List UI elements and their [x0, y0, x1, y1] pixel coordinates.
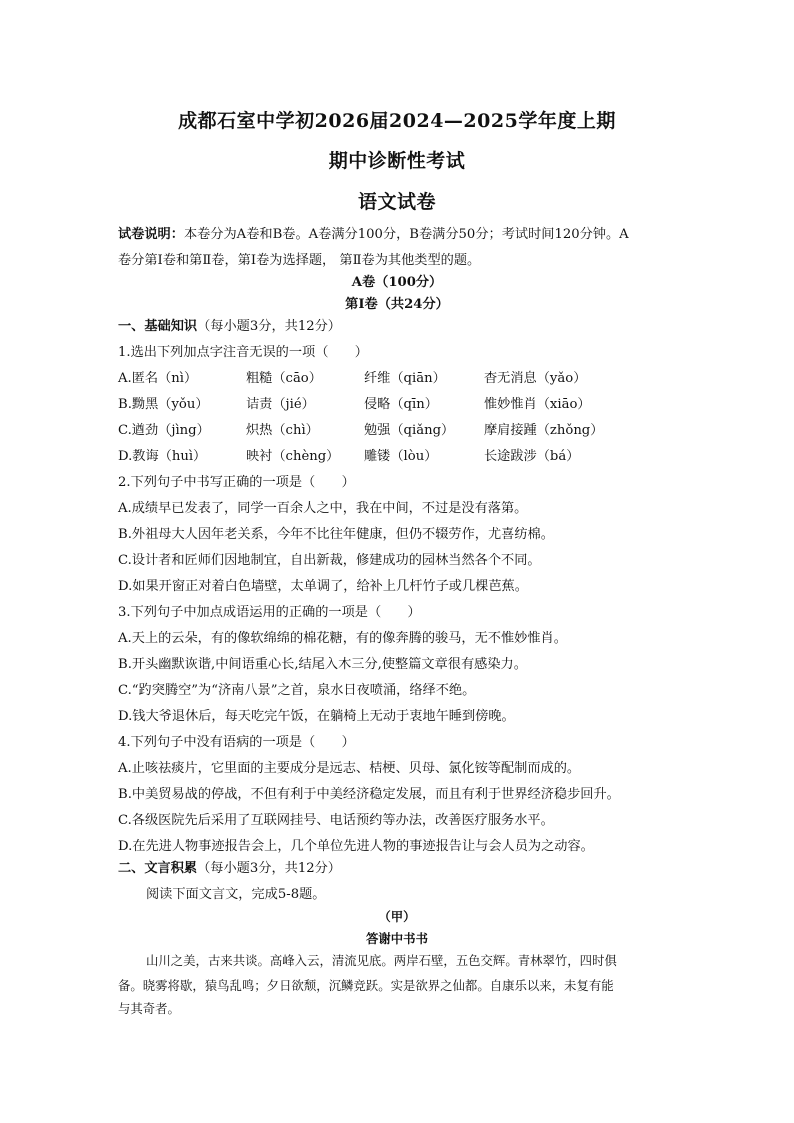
q1-d-2: 映衬（chèng） [246, 449, 340, 464]
exam-title: 成都石室中学初2026届2024—2025学年度上期 [178, 110, 616, 132]
q1-a-1: A.匿名（nì） [118, 371, 198, 386]
passage-label: （甲） [378, 909, 416, 924]
q3-option-d: D.钱大爷退休后，每天吃完午饭，在躺椅上无动于衷地午睡到傍晚。 [118, 709, 515, 724]
question-2-stem: 2.下列句子中书写正确的一项是（ ） [118, 475, 355, 490]
q4-option-b: B.中美贸易战的停战，不但有利于中美经济稳定发展，而且有利于世界经济稳步回升。 [118, 787, 620, 802]
part-two-intro: 阅读下面文言文，完成5-8题。 [146, 887, 326, 902]
q4-option-a: A.止咳祛痰片，它里面的主要成分是远志、桔梗、贝母、氯化铵等配制而成的。 [118, 761, 581, 776]
q1-c-1: C.遒劲（jìng） [118, 423, 210, 438]
q1-b-1: B.黝黑（yǒu） [118, 397, 209, 412]
q2-option-a: A.成绩早已发表了，同学一百余人之中，我在中间，不过是没有落第。 [118, 501, 528, 516]
section-a-title: A卷（100分） [351, 275, 443, 290]
q4-option-d: D.在先进人物事迹报告会上，几个单位先进人物的事迹报告让与会人员为之动容。 [118, 839, 594, 854]
q1-d-4: 长途跋涉（bá） [484, 449, 580, 464]
q1-c-2: 炽热（chì） [246, 423, 319, 438]
q1-d-3: 雕镂（lòu） [364, 449, 438, 464]
q1-c-3: 勉强（qiǎng） [364, 423, 455, 438]
q1-b-3: 侵略（qīn） [364, 397, 438, 412]
part-one-note: （每小题3分，共12分） [197, 319, 341, 334]
part-one-title: 第Ⅰ卷（共24分） [345, 297, 449, 312]
passage-line-2: 备。晓雾将歇，猿鸟乱鸣；夕日欲颓，沉鳞竞跃。实是欲界之仙都。自康乐以来，未复有能 [118, 978, 614, 993]
passage-line-1: 山川之美，古来共谈。高峰入云，清流见底。两岸石壁，五色交辉。青林翠竹，四时俱 [146, 953, 617, 968]
part-two-heading-text: 二、文言积累 [118, 861, 198, 876]
instructions-line-2: 卷分第Ⅰ卷和第Ⅱ卷，第Ⅰ卷为选择题， 第Ⅱ卷为其他类型的题。 [118, 253, 481, 268]
instructions-label: 试卷说明： [118, 227, 184, 242]
q1-b-2: 诘责（jié） [246, 397, 315, 412]
q1-d-1: D.教诲（huì） [118, 449, 207, 464]
q1-c-4: 摩肩接踵（zhǒng） [484, 423, 604, 438]
q2-option-c: C.设计者和匠师们因地制宜，自出新裁，修建成功的园林当然各个不同。 [118, 553, 541, 568]
exam-subtitle: 期中诊断性考试 [328, 150, 466, 172]
q2-option-d: D.如果开窗正对着白色墙壁，太单调了，给补上几杆竹子或几棵芭蕉。 [118, 579, 528, 594]
instructions-line-1 [118, 228, 678, 241]
part-one-heading-text: 一、基础知识 [118, 319, 198, 334]
q3-option-b: B.开头幽默诙谐,中间语重心长,结尾入木三分,使整篇文章很有感染力。 [118, 657, 527, 672]
part-two-note: （每小题3分，共12分） [197, 861, 341, 876]
part-one-heading [118, 320, 678, 333]
q1-a-2: 粗糙（cāo） [246, 371, 322, 386]
q3-option-a: A.天上的云朵，有的像软绵绵的棉花糖，有的像奔腾的骏马，无不惟妙惟肖。 [118, 631, 567, 646]
question-1-stem: 1.选出下列加点字注音无误的一项（ ） [118, 345, 368, 360]
q1-a-3: 纤维（qiān） [364, 371, 446, 386]
q2-option-b: B.外祖母大人因年老关系，今年不比往年健康，但仍不辍劳作，尤喜纺棉。 [118, 527, 554, 542]
q1-b-4: 惟妙惟肖（xiāo） [484, 397, 591, 412]
part-two-heading [118, 862, 678, 875]
q1-a-4: 杳无消息（yǎo） [484, 371, 587, 386]
passage-line-3: 与其奇者。 [118, 1001, 180, 1016]
passage-title: 答谢中书书 [366, 931, 428, 946]
subject-title: 语文试卷 [357, 191, 436, 213]
question-3-stem: 3.下列句子中加点成语运用的正确的一项是（ ） [118, 605, 421, 620]
q4-option-c: C.各级医院先后采用了互联网挂号、电话预约等办法，改善医疗服务水平。 [118, 813, 554, 828]
q3-option-c: C.“趵突腾空”为“济南八景”之首，泉水日夜喷涌，络绎不绝。 [118, 683, 476, 698]
question-4-stem: 4.下列句子中没有语病的一项是（ ） [118, 735, 355, 750]
instructions-text-1: 本卷分为A卷和B卷。A卷满分100分，B卷满分50分；考试时间120分钟。A [183, 227, 629, 242]
